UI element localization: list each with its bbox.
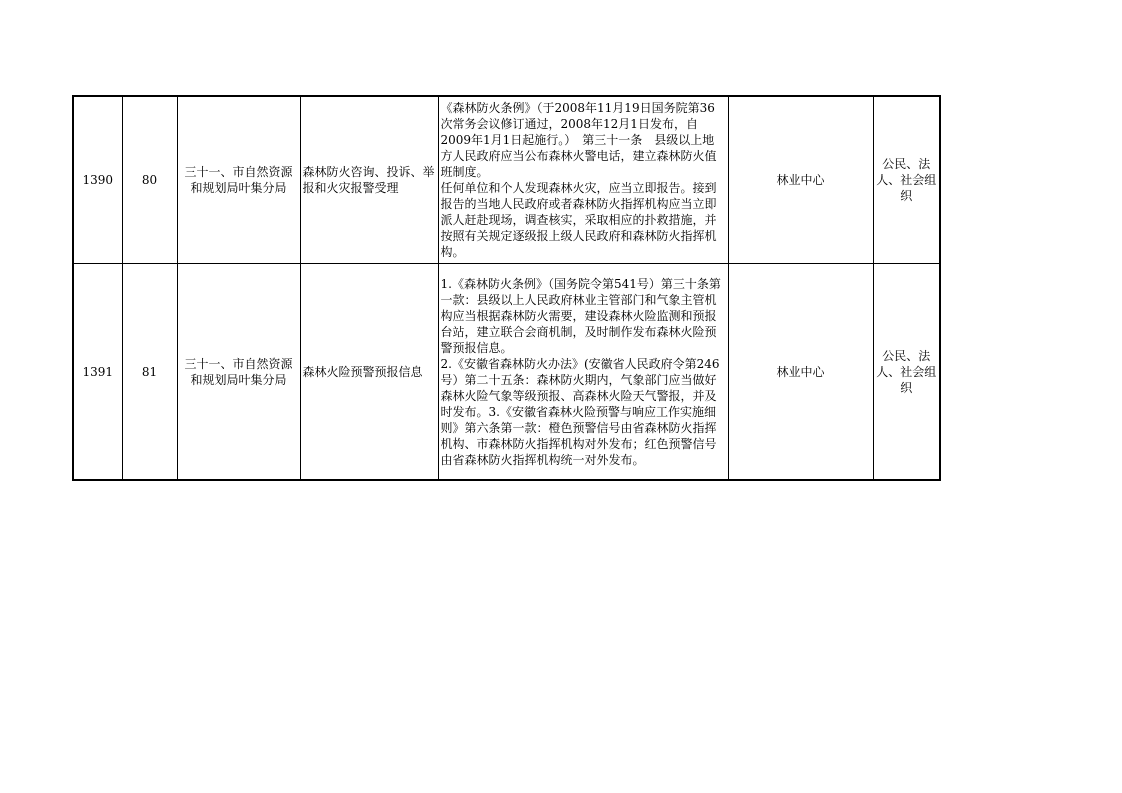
legal-basis-paragraph: 1.《森林防火条例》（国务院令第541号）第三十条第一款：县级以上人民政府林业主管部门和气象主管机构应当根据森林防火需要，建设森林火险监测和预报台站，建立联合会商机制，及时制作发布森林火险预警预报信息。 (440, 276, 721, 355)
legal-basis-cell (438, 96, 728, 264)
legal-basis-paragraph: 任何单位和个人发现森林火灾，应当立即报告。接到报告的当地人民政府或者森林防火指挥机构应当立即派人赶赴现场，调查核实，采取相应的扑救措施，并按照有关规定逐级报上级人民政府和森林防火指挥机构。 (440, 181, 717, 259)
item-name-cell: 森林防火咨询、投诉、举报和火灾报警受理 (300, 96, 438, 264)
sub-sequence-cell: 81 (122, 264, 177, 481)
item-name-cell: 森林火险预警预报信息 (300, 264, 438, 481)
department-cell: 三十一、市自然资源和规划局叶集分局 (177, 96, 300, 264)
responsible-unit-cell: 林业中心 (728, 96, 873, 264)
service-target-cell: 公民、法人、社会组织 (873, 96, 940, 264)
sequence-number-cell: 1390 (73, 96, 122, 264)
legal-basis-paragraph: 2.《安徽省森林防火办法》(安徽省人民政府令第246号）第二十五条：森林防火期内，气象部门应当做好森林火险气象等级预报、高森林火险天气警报，并及时发布。3.《安徽省森林火险预警与响应工作实施细则》第六条第一款：橙色预警信号由省森林防火指挥机构、市森林防火指挥机构对外发布；红色预警信号由省森林防火指挥机构统一对外发布。 (440, 356, 720, 467)
department-cell: 三十一、市自然资源和规划局叶集分局 (177, 264, 300, 481)
table-row (73, 264, 940, 481)
legal-basis-cell (438, 264, 728, 481)
service-items-table (72, 95, 941, 481)
service-target-cell: 公民、法人、社会组织 (873, 264, 940, 481)
sequence-number-cell: 1391 (73, 264, 122, 481)
responsible-unit-cell: 林业中心 (728, 264, 873, 481)
sub-sequence-cell: 80 (122, 96, 177, 264)
legal-basis-paragraph: 《森林防火条例》（于2008年11月19日国务院第36次常务会议修订通过，2008年12月1日发布，自2009年1月1日起施行。） 第三十一条 县级以上地方人民政府应当公布森林火警电话，建立森林防火值班制度。 (440, 101, 717, 179)
table-row (73, 96, 940, 264)
